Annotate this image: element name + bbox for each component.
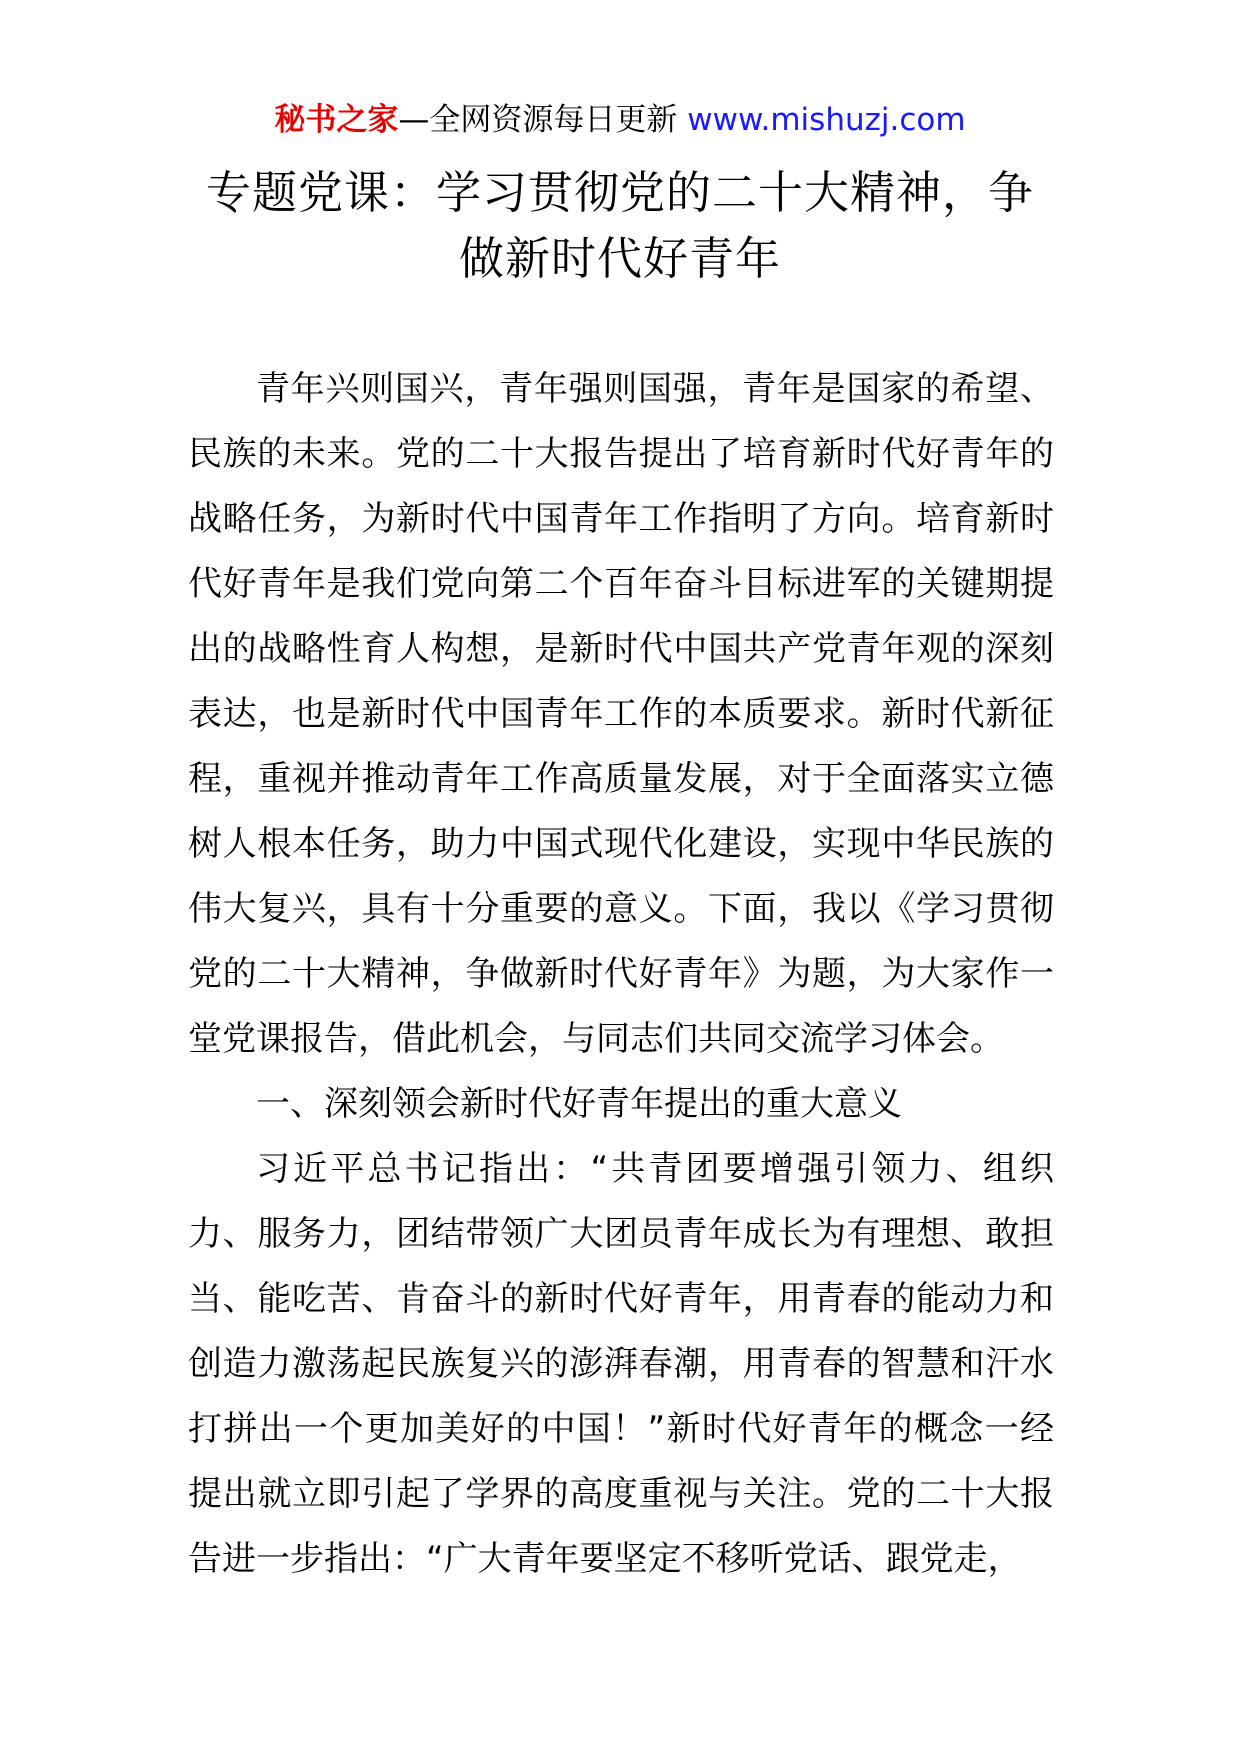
site-brand: 秘书之家 [274,102,399,138]
paragraph-intro: 青年兴则国兴，青年强则国强，青年是国家的希望、民族的未来。党的二十大报告提出了培育新时代好青年的战略任务，为新时代中国青年工作指明了方向。培育新时代好青年是我们党向第二个百年奋斗目标进军的关键期提出的战略性育人构想，是新时代中国共产党青年观的深刻表达，也是新时代中国青年工作的本质要求。新时代新征程，重视并推动青年工作高质量发展，对于全面落实立德树人根本任务，助力中国式现代化建设，实现中华民族的伟大复兴，具有十分重要的意义。下面，我以《学习贯彻党的二十大精神，争做新时代好青年》为题，为大家作一堂党课报告，借此机会，与同志们共同交流学习体会。 [188,369,1054,1059]
document-body [188,357,1054,1592]
site-url: www.mishuzj.com [687,102,966,138]
document-title [150,160,1090,292]
site-header [0,98,1240,142]
site-slogan: —全网资源每日更新 [398,102,688,138]
paragraph-quote: 习近平总书记指出：“共青团要增强引领力、组织力、服务力，团结带领广大团员青年成长为有理想、敢担当、能吃苦、肯奋斗的新时代好青年，用青春的能动力和创造力激荡起民族复兴的澎湃春潮，用青春的智慧和汗水打拼出一个更加美好的中国！”新时代好青年的概念一经提出就立即引起了学界的高度重视与关注。党的二十大报告进一步指出：“广大青年要坚定不移听党话、跟党走， [188,1149,1054,1579]
section-heading-1: 一、深刻领会新时代好青年提出的重大意义 [256,1084,902,1124]
title-line-1: 专题党课：学习贯彻党的二十大精神，争 [205,166,1034,219]
title-line-2: 做新时代好青年 [458,232,781,285]
